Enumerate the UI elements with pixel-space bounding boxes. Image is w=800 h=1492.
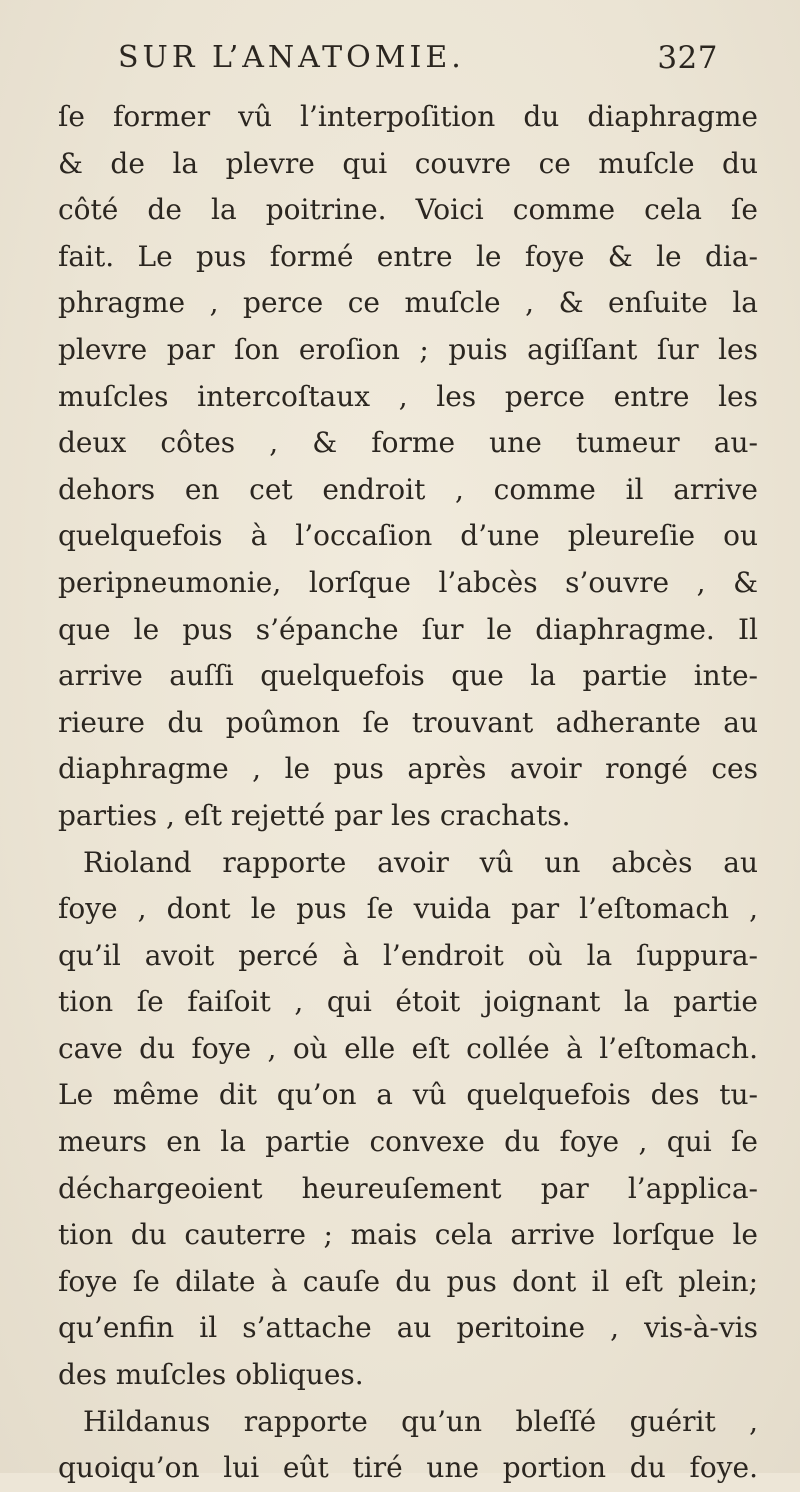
text-line: muſcles intercoſtaux , les perce entre les	[58, 379, 758, 413]
text-line: arrive auſſi quelquefois que la partie inte-	[58, 659, 758, 693]
text-line: qu’il avoit percé à l’endroit où la ſuppura-	[58, 938, 758, 972]
text-line: ſe former vû l’interpoſition du diaphragme	[58, 100, 758, 133]
text-line: tion ſe faiſoit , qui étoit joignant la partie	[58, 985, 758, 1019]
text-line: meurs en la partie convexe du foye , qui ſe	[58, 1125, 758, 1159]
page-header	[118, 40, 718, 84]
running-title: SUR L’ANATOMIE.	[118, 40, 465, 75]
text-line: qu’enfin il s’attache au peritoine , vis-à-vis	[58, 1311, 758, 1345]
text-line: quelquefois à l’occaſion d’une pleureſie ou	[58, 519, 758, 553]
text-line: diaphragme , le pus après avoir rongé ces	[58, 752, 758, 786]
text-line: Hildanus rapporte qu’un bleſſé guérit ,	[83, 1404, 758, 1438]
text-line: que le pus s’épanche ſur le diaphragme. Il	[58, 612, 758, 646]
text-line: plevre par ſon eroſion ; puis agiſſant ſur les	[58, 332, 758, 366]
text-line: Rioland rapporte avoir vû un abcès au	[83, 845, 758, 879]
body-text	[58, 94, 758, 1492]
text-line: phragme , perce ce muſcle , & enſuite la	[58, 286, 758, 320]
text-line: foye ſe dilate à cauſe du pus dont il eſt plein;	[58, 1264, 758, 1298]
text-line: quoiqu’on lui eût tiré une portion du foye.	[58, 1451, 758, 1485]
text-line: deux côtes , & forme une tumeur au-	[58, 426, 758, 460]
text-line: déchargeoient heureuſement par l’applica-	[58, 1171, 758, 1205]
text-line: cave du foye , où elle eſt collée à l’eſtomach.	[58, 1031, 758, 1065]
page-number: 327	[657, 40, 718, 76]
text-line: Le même dit qu’on a vû quelquefois des tu-	[58, 1078, 758, 1112]
text-line: parties , eſt rejetté par les crachats.	[58, 798, 571, 832]
text-line: dehors en cet endroit , comme il arrive	[58, 472, 758, 506]
text-line: & de la plevre qui couvre ce muſcle du	[58, 146, 758, 180]
text-line: tion du cauterre ; mais cela arrive lorſque le	[58, 1218, 758, 1252]
text-line: côté de la poitrine. Voici comme cela ſe	[58, 193, 758, 227]
text-line: fait. Le pus formé entre le foye & le dia-	[58, 239, 758, 273]
text-line: peripneumonie, lorſque l’abcès s’ouvre , &	[58, 565, 758, 599]
text-line: rieure du poûmon ſe trouvant adherante au	[58, 705, 758, 739]
text-line: foye , dont le pus ſe vuida par l’eſtomach ,	[58, 892, 758, 926]
text-line: des muſcles obliques.	[58, 1358, 364, 1392]
